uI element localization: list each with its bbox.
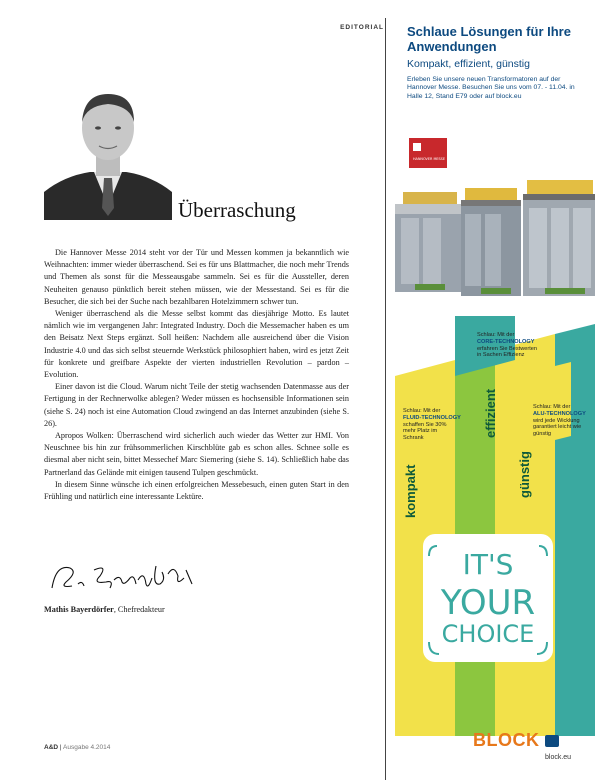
callout-core — [477, 332, 537, 359]
callout-line: Schlau: Mit der — [477, 332, 515, 338]
hannover-messe-logo — [409, 138, 447, 168]
callout-line: erfahren Sie Bestwerten — [477, 345, 538, 352]
footer-issue: Ausgabe 4.2014 — [63, 744, 111, 751]
stripe-word-effizient: effizient — [483, 388, 498, 438]
author-name: Mathis Bayerdörfer — [44, 605, 114, 614]
block-logo — [473, 730, 559, 751]
fair-logo-text: HANNOVER MESSE — [413, 157, 445, 161]
callout-fluid — [403, 408, 461, 442]
callout-line: wird jede Wicklung — [533, 417, 580, 424]
stripe-word-kompakt: kompakt — [403, 464, 418, 518]
ad-description: Erleben Sie unsere neuen Transformatoren auf der Hannover Messe. Besuchen Sie uns vom 07. - 11.04. in Halle 12, Stand E79 oder auf block.eu — [407, 76, 575, 100]
choice-line-3: CHOICE — [441, 620, 535, 648]
callout-line: schaffen Sie 30% — [403, 421, 447, 428]
callout-line: günstig — [533, 431, 552, 438]
callout-line: in Sachen Effizienz — [477, 352, 525, 359]
headline: Überraschung — [178, 198, 296, 222]
editor-portrait — [44, 80, 172, 220]
section-label: EDITORIAL — [340, 24, 384, 31]
footer-separator: | — [58, 744, 64, 751]
block-url: block.eu — [545, 754, 572, 761]
callout-line: Schrank — [403, 435, 424, 442]
its-your-choice-logo — [423, 528, 553, 664]
ad-subtitle: Kompakt, effizient, günstig — [407, 58, 530, 70]
paragraph: In diesem Sinne wünsche ich einen erfolgreichen Messebesuch, einen guten Start in den Frühling und natürlich eine interessante Lektüre. — [44, 479, 349, 502]
callout-line: CORE-TECHNOLOGY — [477, 338, 535, 345]
choice-line-1: IT'S — [462, 548, 514, 581]
column-divider — [385, 18, 386, 780]
callout-line: Schlau: Mit der — [533, 404, 571, 410]
signature — [48, 560, 198, 594]
paragraph: Weniger überraschend als die Messe selbst kommt das diesjährige Motto. Es lautet nämlich wie im vergangenen Jahr: Integrated Industry. Doch die Messemacher haben es um den Beisatz Next Steps ergänzt. Soll heißen: Nachdem alle ausreichend über die Vision Industrie 4.0 und das sich selbst steuernde Werkstück philosophiert haben, wird es jetzt Zeit für konkrete und greifbare Aspekte der vierten industriellen Revolution – pardon – Evolution. — [44, 309, 349, 380]
stripes-graphic — [395, 316, 595, 736]
transformer-products-image — [395, 174, 595, 316]
paragraph: Die Hannover Messe 2014 steht vor der Tür und Messen kommen ja bekanntlich wie Weihnachten: immer wieder überraschend. Sei es für uns Blattmacher, die noch mehr Trends und Themen als sonst für die Messeausgabe sammeln. Sei es für die Aussteller, deren Neuheiten genauso pünktlich bereit stehen müssen, wie der Messestand. Sei es für die Besucher, die sich bei der Suche nach bezahlbaren Hotelzimmern schwer tun. — [44, 248, 349, 306]
advertisement — [395, 18, 595, 780]
footer-brand: A&D — [44, 744, 59, 751]
callout-line: Schlau: Mit der — [403, 408, 441, 414]
callout-line: FLUID-TECHNOLOGY — [403, 414, 461, 421]
callout-line: ALU-TECHNOLOGY — [533, 410, 586, 417]
page-footer — [44, 744, 110, 751]
callout-line: garantiert leicht wie — [533, 424, 582, 431]
callout-alu — [533, 404, 586, 438]
block-logo-text: BLOCK — [473, 730, 540, 750]
stripe-word-guenstig: günstig — [517, 451, 532, 498]
block-logo-icon — [545, 735, 559, 747]
choice-line-2: YOUR — [440, 583, 536, 623]
callout-line: mehr Platz im — [403, 428, 438, 435]
ad-title: Schlaue Lösungen für Ihre Anwendungen — [407, 24, 571, 54]
editorial-body — [44, 247, 349, 503]
paragraph: Apropos Wolken: Überraschend wird sicherlich auch wieder das Wetter zur HMI. Von Neuschnee bis hin zur frühsommerlichen Kirschblüte gab es schon alles. Schnee solle es diesmal aber nicht sein, bittet Messechef Marc Siemering (siehe S. 14). Schließlich habe das Partnerland das Gelände mit einigen tausend Tulpen geschmückt. — [44, 431, 349, 477]
author-role: , Chefredakteur — [113, 605, 165, 614]
paragraph: Einer davon ist die Cloud. Warum nicht Teile der stetig wachsenden Datenmasse aus der Fertigung in der Rechnerwolke ablegen? Weder müssen es hochsensible Informationen sein (siehe S. 24) noch ist eine Automation Cloud zwingend an das Internet anzubinden (siehe S. 26). — [44, 382, 349, 428]
signoff — [44, 605, 165, 614]
